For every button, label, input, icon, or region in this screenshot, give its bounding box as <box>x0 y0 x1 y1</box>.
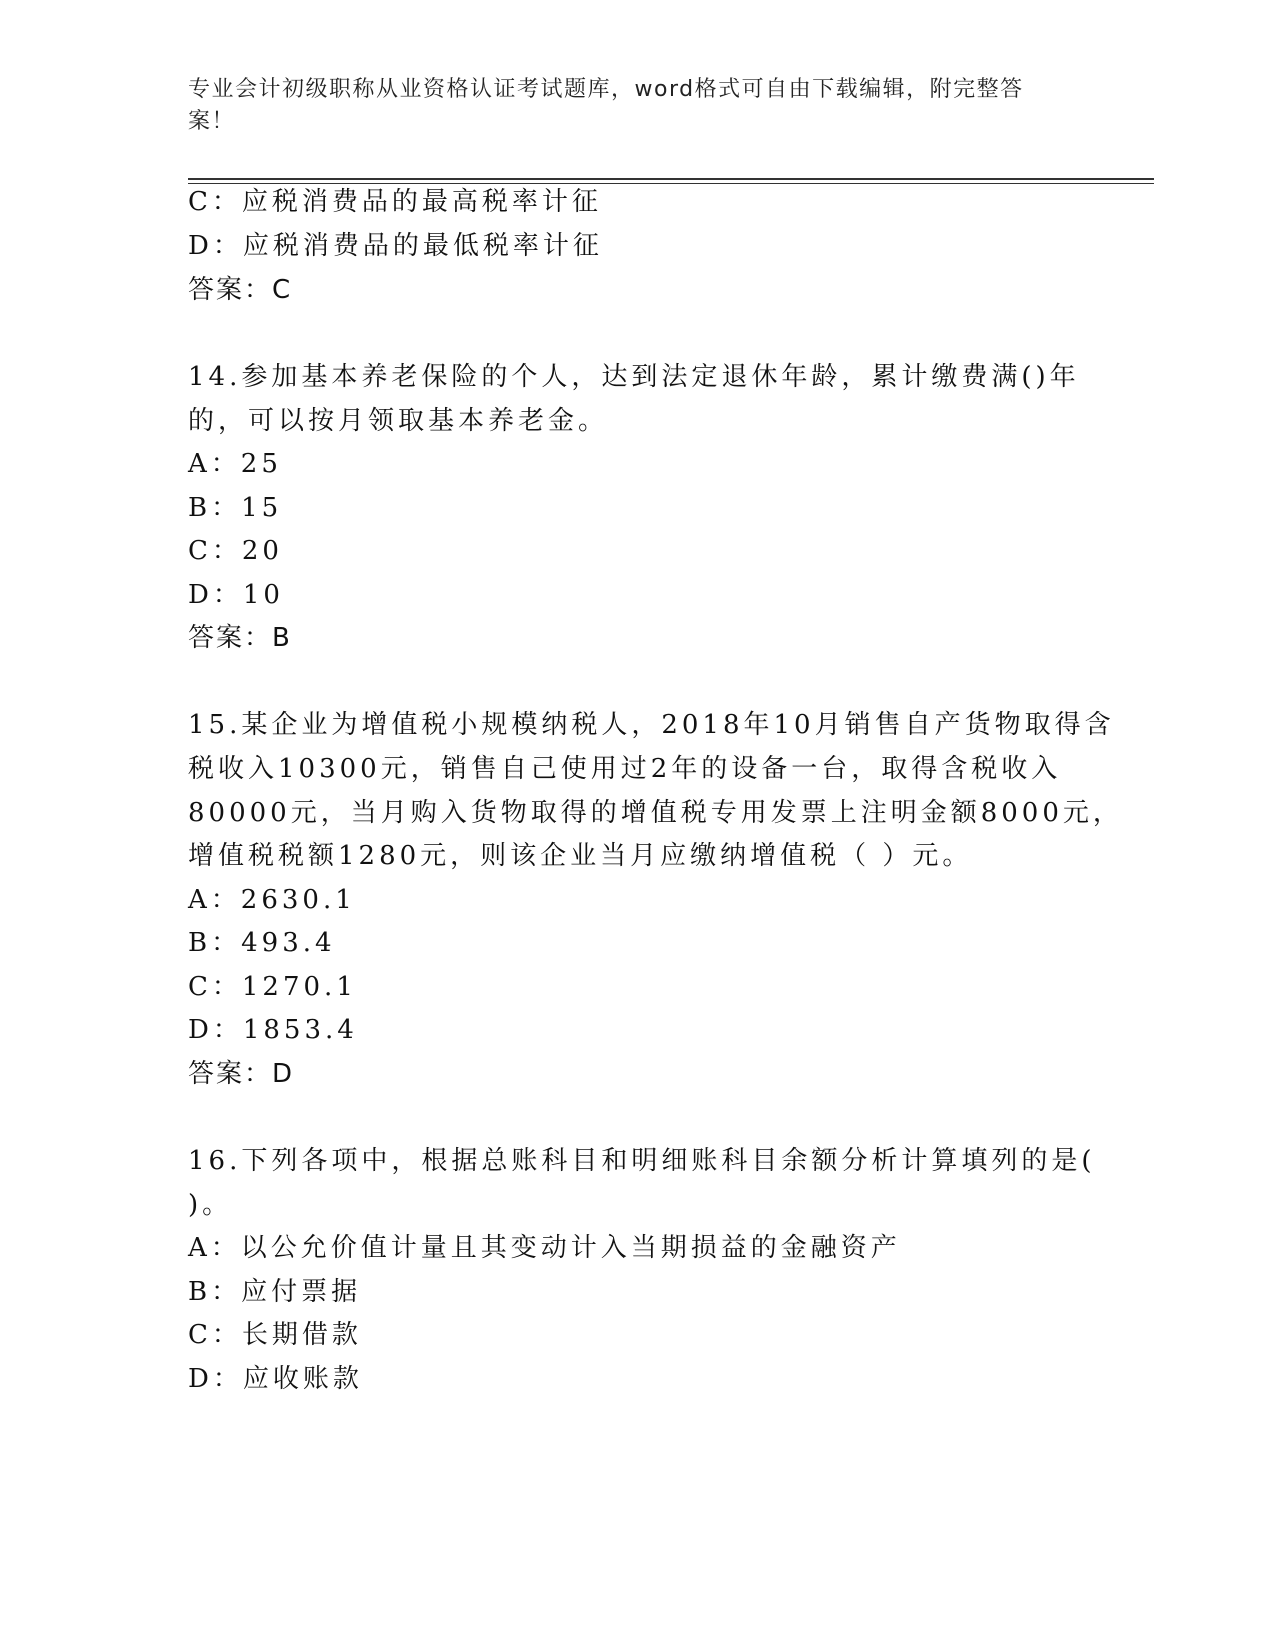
q14-answer: 答案：B <box>188 623 292 653</box>
q15-stem-line-1: 15.某企业为增值税小规模纳税人，2018年10月销售自产货物取得含 <box>188 710 1115 740</box>
q14-stem-line-1: 14.参加基本养老保险的个人，达到法定退休年龄，累计缴费满()年 <box>188 362 1080 392</box>
q15-stem-line-2: 税收入10300元，销售自己使用过2年的设备一台，取得含税收入 <box>188 754 1062 784</box>
q15-option-b: B：493.4 <box>188 928 336 958</box>
header-divider-thick <box>188 178 1154 180</box>
q13-answer: 答案：C <box>188 275 293 305</box>
q14-option-c: C：20 <box>188 536 283 566</box>
header-divider-thin <box>188 183 1154 184</box>
q15-stem-line-3: 80000元，当月购入货物取得的增值税专用发票上注明金额8000元， <box>188 798 1123 828</box>
q16-option-d: D：应收账款 <box>188 1364 363 1394</box>
q13-option-c: C：应税消费品的最高税率计征 <box>188 187 602 217</box>
q16-option-b: B：应付票据 <box>188 1277 362 1307</box>
q14-option-d: D：10 <box>188 580 284 610</box>
page-header <box>188 74 1068 138</box>
q14-option-b: B：15 <box>188 493 283 523</box>
q16-stem-line-2: )。 <box>188 1190 233 1220</box>
q15-stem-line-4: 增值税税额1280元，则该企业当月应缴纳增值税（ ）元。 <box>188 841 973 871</box>
q16-option-c: C：长期借款 <box>188 1320 362 1350</box>
q16-stem-line-1: 16.下列各项中，根据总账科目和明细账科目余额分析计算填列的是( <box>188 1146 1096 1176</box>
header-line-2: 案！ <box>188 109 236 134</box>
q15-option-c: C：1270.1 <box>188 972 357 1002</box>
q15-option-d: D：1853.4 <box>188 1015 358 1045</box>
q14-stem-line-2: 的，可以按月领取基本养老金。 <box>188 406 609 436</box>
q13-option-d: D：应税消费品的最低税率计征 <box>188 231 603 261</box>
q15-answer: 答案：D <box>188 1059 295 1089</box>
q15-option-a: A：2630.1 <box>188 885 356 915</box>
q16-option-a: A：以公允价值计量且其变动计入当期损益的金融资产 <box>188 1233 901 1263</box>
q14-option-a: A：25 <box>188 449 282 479</box>
header-line-1: 专业会计初级职称从业资格认证考试题库，word格式可自由下载编辑，附完整答 <box>188 77 1024 102</box>
